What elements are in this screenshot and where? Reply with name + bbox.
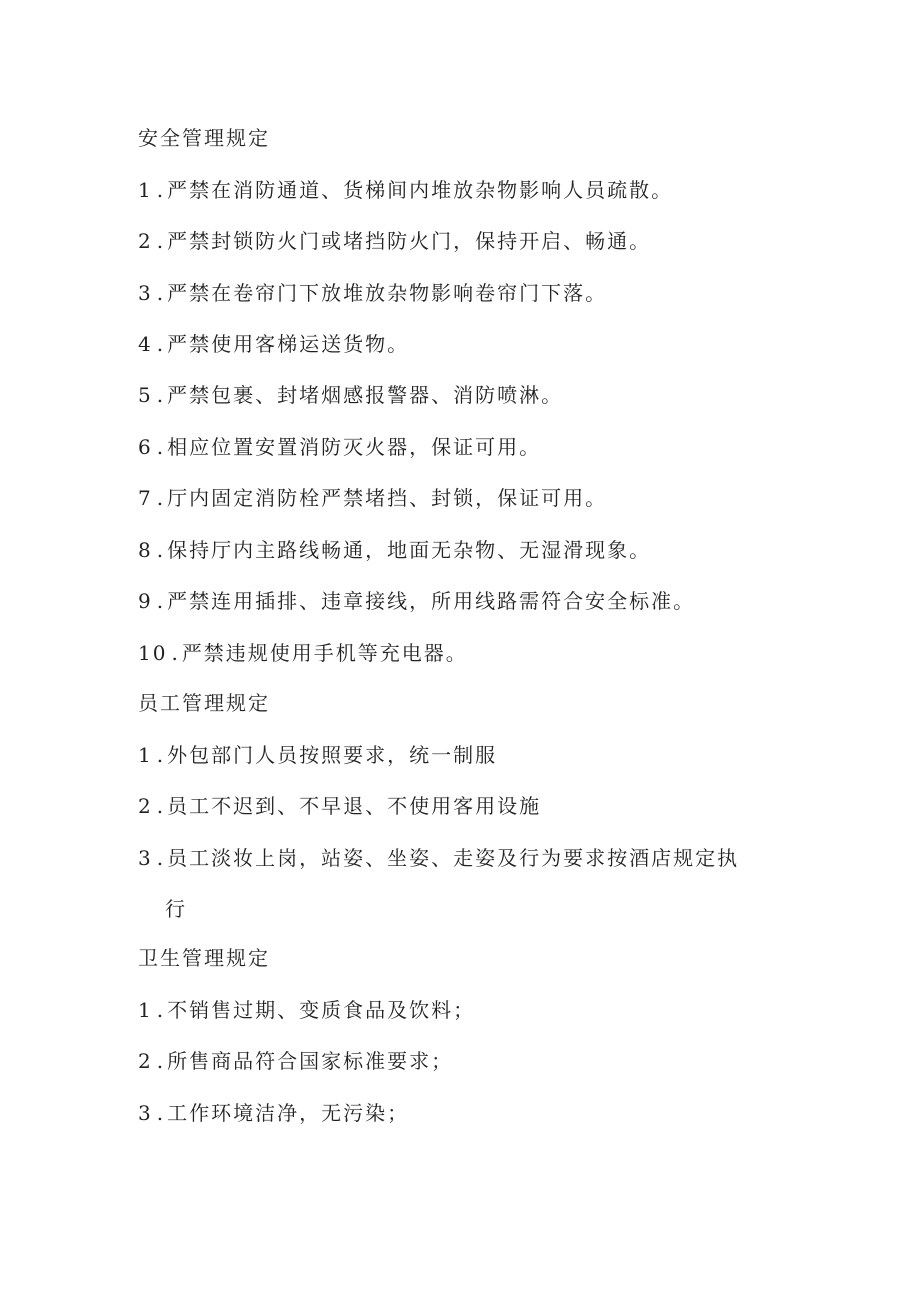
list-item [138,1048,453,1074]
item-number: 2 [138,229,153,253]
list-item [138,793,541,819]
item-number: 1 [138,178,153,202]
list-item [138,1100,409,1126]
item-dot: . [156,1049,166,1073]
list-item [138,382,563,408]
item-dot: . [156,435,166,459]
list-item [138,742,497,768]
item-text: 严禁封锁防火门或堵挡防火门，保持开启、畅通。 [167,229,652,253]
item-dot: . [156,332,166,356]
item-number: 6 [138,435,153,459]
section-heading-hygiene: 卫生管理规定 [138,946,270,970]
list-item [138,640,468,666]
item-dot: . [156,589,166,613]
item-text: 外包部门人员按照要求，统一制服 [167,743,498,767]
item-number: 9 [138,589,153,613]
item-dot: . [156,281,166,305]
list-item [138,588,695,614]
list-item [138,177,673,203]
item-dot: . [156,743,166,767]
item-dot: . [156,846,166,870]
section-heading-staff: 员工管理规定 [138,691,270,715]
item-dot: . [156,1101,166,1125]
section-heading-safety: 安全管理规定 [138,126,270,150]
list-item [138,485,607,511]
list-item [138,331,409,357]
item-dot: . [156,486,166,510]
item-number: 1 [138,998,153,1022]
list-item [138,845,739,871]
item-number: 10 [138,641,168,665]
item-text: 员工淡妆上岗，站姿、坐姿、走姿及行为要求按酒店规定执 [167,846,740,870]
item-number: 3 [138,846,153,870]
item-dot: . [156,383,166,407]
list-item [138,280,607,306]
list-item [138,537,651,563]
item-number: 5 [138,383,153,407]
item-text-continuation: 行 [165,897,187,921]
item-text: 保持厅内主路线畅通，地面无杂物、无湿滑现象。 [167,538,652,562]
item-dot: . [156,538,166,562]
item-text: 不销售过期、变质食品及饮料； [167,998,476,1022]
item-dot: . [156,229,166,253]
item-text: 严禁连用插排、违章接线，所用线路需符合安全标准。 [167,589,696,613]
item-number: 8 [138,538,153,562]
item-number: 1 [138,743,153,767]
item-number: 3 [138,281,153,305]
item-dot: . [171,641,180,665]
item-text: 所售商品符合国家标准要求； [167,1049,454,1073]
item-dot: . [156,998,166,1022]
item-text: 相应位置安置消防灭火器，保证可用。 [167,435,542,459]
item-text: 员工不迟到、不早退、不使用客用设施 [167,794,542,818]
list-item [138,434,541,460]
item-number: 2 [138,1049,153,1073]
item-text: 严禁违规使用手机等充电器。 [181,641,468,665]
item-text: 严禁在卷帘门下放堆放杂物影响卷帘门下落。 [167,281,608,305]
item-number: 4 [138,332,153,356]
item-text: 严禁使用客梯运送货物。 [167,332,410,356]
item-dot: . [156,794,166,818]
list-item [138,228,651,254]
item-number: 3 [138,1101,153,1125]
list-item [138,997,475,1023]
item-number: 7 [138,486,153,510]
item-text: 工作环境洁净，无污染； [167,1101,410,1125]
item-text: 严禁在消防通道、货梯间内堆放杂物影响人员疏散。 [167,178,674,202]
item-text: 厅内固定消防栓严禁堵挡、封锁，保证可用。 [167,486,608,510]
item-text: 严禁包裹、封堵烟感报警器、消防喷淋。 [167,383,564,407]
item-dot: . [156,178,166,202]
item-number: 2 [138,794,153,818]
